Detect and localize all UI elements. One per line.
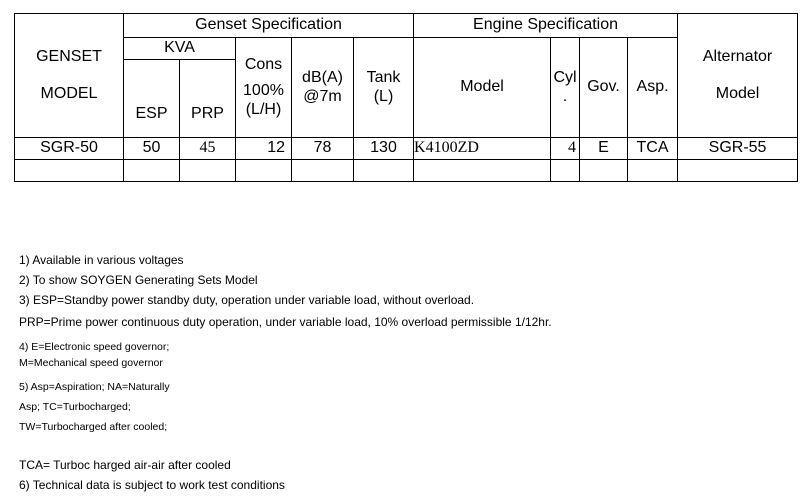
note-5: 5) Asp=Aspiration; NA=Naturally [19, 381, 170, 393]
note-3b: PRP=Prime power continuous duty operation, under variable load, 10% overload permissible 1/12hr. [19, 315, 552, 329]
note-3: 3) ESP=Standby power standby duty, operation under variable load, without overload. [19, 293, 475, 307]
gov-cell: E [580, 138, 628, 160]
alternator-cell: SGR-55 [678, 138, 798, 160]
engine-model-cell: K4100ZD [414, 138, 551, 160]
gov-header: Gov. [580, 38, 628, 138]
esp-header: ESP [124, 60, 180, 138]
note-6: 6) Technical data is subject to work test conditions [19, 478, 285, 492]
table-row [15, 138, 798, 160]
note-1: 1) Available in various voltages [19, 253, 184, 267]
cyl-cell: 4 [551, 138, 580, 160]
engine-spec-header: Engine Specification [414, 14, 678, 38]
db-header: dB(A) @7m [292, 38, 354, 138]
cons-header: Cons 100% (L/H) [236, 38, 292, 138]
cyl-header: Cyl . [551, 38, 580, 138]
asp-cell: TCA [628, 138, 678, 160]
esp-cell: 50 [124, 138, 180, 160]
alternator-model-header: Alternator Model [678, 14, 798, 138]
tank-cell: 130 [354, 138, 414, 160]
asp-header: Asp. [628, 38, 678, 138]
db-cell: 78 [292, 138, 354, 160]
note-5c: TW=Turbocharged after cooled; [19, 421, 168, 433]
note-2: 2) To show SOYGEN Generating Sets Model [19, 273, 258, 287]
genset-spec-table [14, 13, 798, 182]
note-5b: Asp; TC=Turbocharged; [19, 401, 131, 413]
genset-model-header: GENSET MODEL [15, 14, 124, 138]
note-4b: M=Mechanical speed governor [19, 357, 163, 369]
genset-spec-header: Genset Specification [124, 14, 414, 38]
genset-model-cell: SGR-50 [15, 138, 124, 160]
table-row-empty [15, 160, 798, 182]
prp-cell: 45 [180, 138, 236, 160]
note-tca: TCA= Turboc harged air-air after cooled [19, 458, 231, 472]
prp-header: PRP [180, 60, 236, 138]
tank-header: Tank (L) [354, 38, 414, 138]
engine-model-header: Model [414, 38, 551, 138]
note-4: 4) E=Electronic speed governor; [19, 341, 170, 353]
cons-cell: 12 [236, 138, 292, 160]
kva-header: KVA [124, 38, 236, 60]
